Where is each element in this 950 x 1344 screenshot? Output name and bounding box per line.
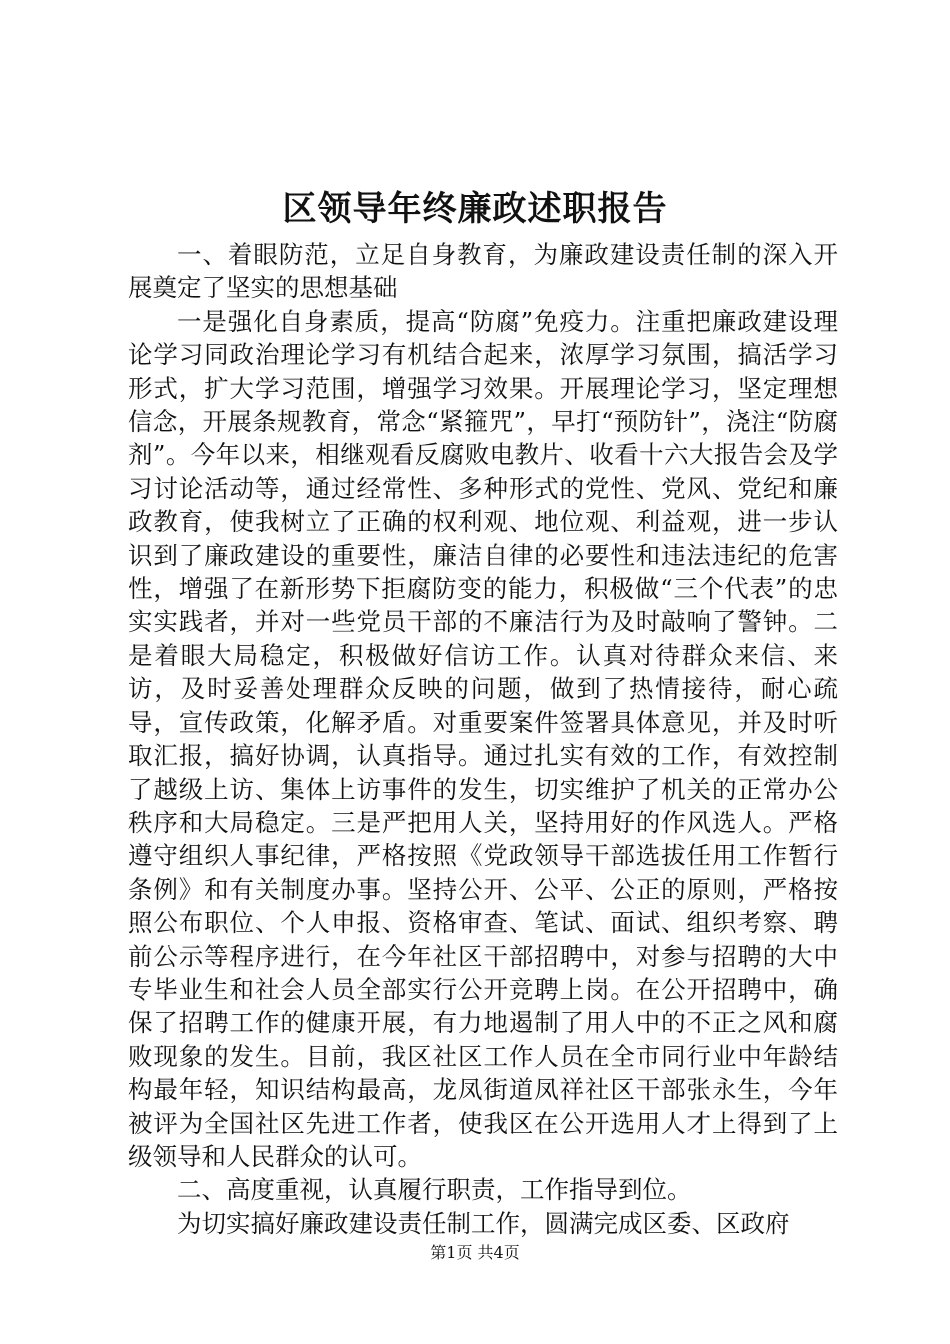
document-title: 区领导年终廉政述职报告 <box>282 189 668 229</box>
section-heading-2: 二、高度重视，认真履行职责，工作指导到位。 <box>177 1175 692 1205</box>
body-paragraph: 一是强化自身素质，提高“防腐”免疫力。注重把廉政建设理论学习同政治理论学习有机结合起来，浓厚学习氛围，搞活学习形式，扩大学习范围，增强学习效果。开展理论学习，坚定理想信念，开展条规教育，常念“紧箍咒”，早打“预防针”，浇注“防腐剂”。今年以来，相继观看反腐败电教片、收看十六大报告会及学习讨论活动等，通过经常性、多种形式的党性、党风、党纪和廉政教育，使我树立了正确的权利观、地位观、利益观，进一步认识到了廉政建设的重要性，廉洁自律的必要性和违法违纪的危害性，增强了在新形势下拒腐防变的能力，积极做“三个代表”的忠实实践者，并对一些党员干部的不廉洁行为及时敲响了警钟。二是着眼大局稳定，积极做好信访工作。认真对待群众来信、来访，及时妥善处理群众反映的问题，做到了热情接待，耐心疏导，宣传政策，化解矛盾。对重要案件签署具体意见，并及时听取汇报，搞好协调，认真指导。通过扎实有效的工作，有效控制了越级上访、集体上访事件的发生，切实维护了机关的正常办公秩序和大局稳定。三是严把用人关，坚持用好的作风选人。严格遵守组织人事纪律，严格按照《党政领导干部选拔任用工作暂行条例》和有关制度办事。坚持公开、公平、公正的原则，严格按照公布职位、个人申报、资格审查、笔试、面试、组织考察、聘前公示等程序进行，在今年社区干部招聘中，对参与招聘的大中专毕业生和社会人员全部实行公开竞聘上岗。在公开招聘中，确保了招聘工作的健康开展，有力地遏制了用人中的不正之风和腐败现象的发生。目前，我区社区工作人员在全市同行业中年龄结构最年轻，知识结构最高，龙凤街道凤祥社区干部张永生，今年被评为全国社区先进工作者，使我区在公开选用人才上得到了上级领导和人民群众的认可。 <box>128 306 838 1171</box>
section-heading-1: 一、着眼防范，立足自身教育，为廉政建设责任制的深入开展奠定了坚实的思想基础 <box>128 240 838 303</box>
document-body <box>128 238 838 1240</box>
body-paragraph-continued: 为切实搞好廉政建设责任制工作，圆满完成区委、区政府 <box>177 1208 790 1238</box>
page-footer: 第1页 共4页 <box>430 1243 520 1262</box>
